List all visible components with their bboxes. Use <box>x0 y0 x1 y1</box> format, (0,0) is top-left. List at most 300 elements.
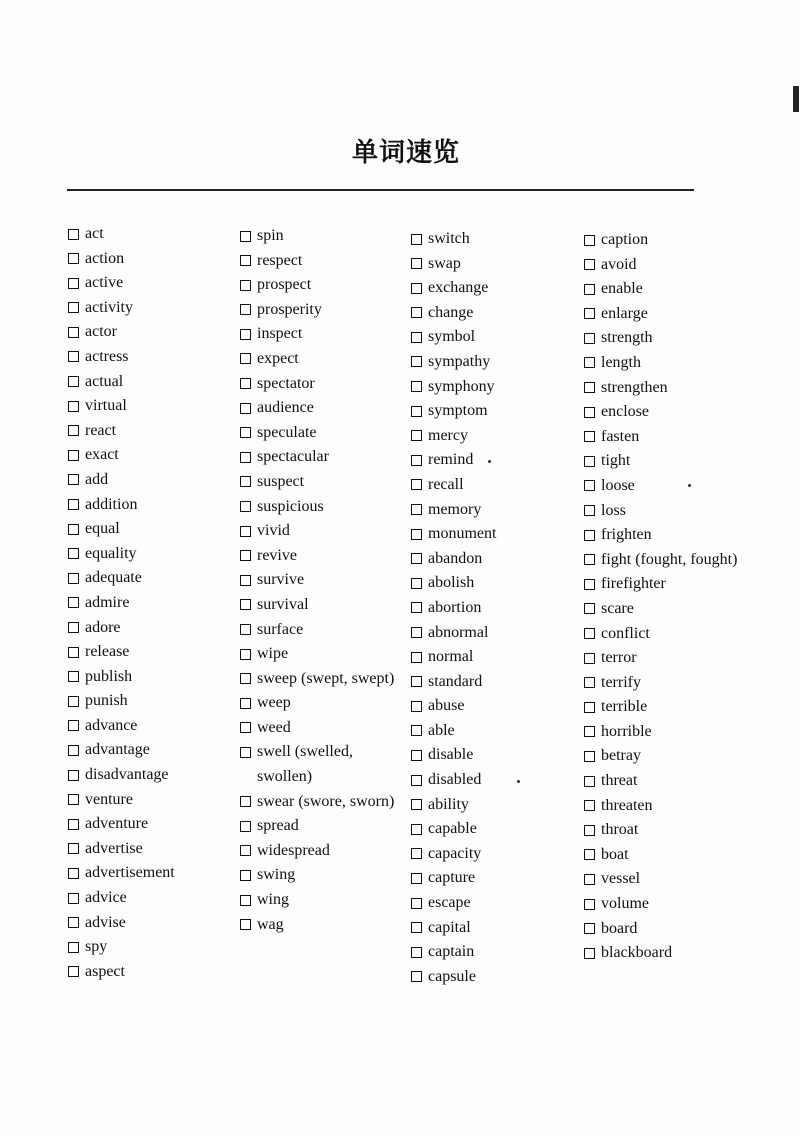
checkbox-icon[interactable] <box>411 332 422 343</box>
checkbox-icon[interactable] <box>240 329 251 340</box>
word-item[interactable] <box>68 837 248 862</box>
word-item[interactable] <box>68 591 248 616</box>
word-text: swing <box>257 866 296 884</box>
word-text: scare <box>601 599 634 617</box>
checkbox-icon[interactable] <box>411 824 422 835</box>
checkbox-icon[interactable] <box>68 302 79 313</box>
checkbox-icon[interactable] <box>584 653 595 664</box>
word-item[interactable] <box>240 863 420 888</box>
checkbox-icon[interactable] <box>240 501 251 512</box>
word-item[interactable] <box>584 794 764 819</box>
word-item[interactable] <box>411 793 591 818</box>
checkbox-icon[interactable] <box>584 480 595 491</box>
word-item[interactable] <box>68 468 248 493</box>
word-text: swell (swelled, swollen) <box>257 743 353 786</box>
word-text: actor <box>85 323 117 341</box>
word-item[interactable] <box>411 375 591 400</box>
word-item[interactable] <box>240 790 420 815</box>
checkbox-icon[interactable] <box>68 843 79 854</box>
word-item[interactable] <box>584 326 764 351</box>
word-item[interactable] <box>584 867 764 892</box>
word-text: swear (swore, sworn) <box>257 792 395 810</box>
checkbox-icon[interactable] <box>68 966 79 977</box>
word-item[interactable] <box>240 568 420 593</box>
word-text: abandon <box>428 549 483 567</box>
word-item[interactable] <box>68 788 248 813</box>
checkbox-icon[interactable] <box>68 351 79 362</box>
word-item[interactable] <box>584 548 764 573</box>
word-item[interactable] <box>68 222 248 247</box>
checkbox-icon[interactable] <box>584 849 595 860</box>
checkbox-icon[interactable] <box>584 554 595 565</box>
checkbox-icon[interactable] <box>584 357 595 368</box>
checkbox-icon[interactable] <box>584 776 595 787</box>
word-text: widespread <box>257 841 330 859</box>
word-text: survival <box>257 595 309 613</box>
word-text: threat <box>601 772 638 790</box>
word-text: activity <box>85 298 133 316</box>
checkbox-icon[interactable] <box>411 307 422 318</box>
word-item[interactable] <box>68 960 248 985</box>
page-title: 单词速览 <box>351 138 460 168</box>
checkbox-icon[interactable] <box>584 333 595 344</box>
checkbox-icon[interactable] <box>411 529 422 540</box>
checkbox-icon[interactable] <box>411 283 422 294</box>
word-item[interactable] <box>68 566 248 591</box>
word-item[interactable] <box>411 817 591 842</box>
checkbox-icon[interactable] <box>68 425 79 436</box>
word-item[interactable] <box>584 843 764 868</box>
word-item[interactable] <box>68 763 248 788</box>
checkbox-icon[interactable] <box>240 280 251 291</box>
word-item[interactable] <box>240 642 420 667</box>
checkbox-icon[interactable] <box>411 578 422 589</box>
checkbox-icon[interactable] <box>240 821 251 832</box>
word-item[interactable] <box>584 917 764 942</box>
checkbox-icon[interactable] <box>411 652 422 663</box>
word-item[interactable] <box>411 547 591 572</box>
checkbox-icon[interactable] <box>68 770 79 781</box>
word-item[interactable] <box>240 322 420 347</box>
checkbox-icon[interactable] <box>68 327 79 338</box>
word-item[interactable] <box>584 720 764 745</box>
word-item[interactable] <box>68 320 248 345</box>
word-text: react <box>85 421 117 439</box>
word-text: advantage <box>85 741 150 759</box>
checkbox-icon[interactable] <box>240 845 251 856</box>
word-text: conflict <box>601 624 650 642</box>
checkbox-icon[interactable] <box>240 353 251 364</box>
word-item[interactable] <box>411 645 591 670</box>
checkbox-icon[interactable] <box>584 530 595 541</box>
checkbox-icon[interactable] <box>584 874 595 885</box>
checkbox-icon[interactable] <box>411 627 422 638</box>
word-item[interactable] <box>68 640 248 665</box>
checkbox-icon[interactable] <box>411 799 422 810</box>
word-item[interactable] <box>584 572 764 597</box>
checkbox-icon[interactable] <box>240 698 251 709</box>
checkbox-icon[interactable] <box>68 253 79 264</box>
word-text: sympathy <box>428 352 491 370</box>
checkbox-icon[interactable] <box>584 308 595 319</box>
checkbox-icon[interactable] <box>411 947 422 958</box>
word-item[interactable] <box>240 544 420 569</box>
word-item[interactable] <box>411 842 591 867</box>
checkbox-icon[interactable] <box>68 597 79 608</box>
word-item[interactable] <box>584 376 764 401</box>
word-item[interactable] <box>68 394 248 419</box>
checkbox-icon[interactable] <box>584 603 595 614</box>
word-item[interactable] <box>584 474 764 499</box>
word-item[interactable] <box>68 542 248 567</box>
checkbox-icon[interactable] <box>411 725 422 736</box>
checkbox-icon[interactable] <box>411 479 422 490</box>
word-item[interactable] <box>240 495 420 520</box>
word-text: advertisement <box>85 864 175 882</box>
word-item[interactable] <box>68 296 248 321</box>
word-text: captain <box>428 943 475 961</box>
checkbox-icon[interactable] <box>240 919 251 930</box>
word-text: firefighter <box>601 575 666 593</box>
word-item[interactable] <box>584 277 764 302</box>
word-item[interactable] <box>240 839 420 864</box>
checkbox-icon[interactable] <box>411 898 422 909</box>
checkbox-icon[interactable] <box>584 235 595 246</box>
word-item[interactable] <box>584 425 764 450</box>
checkbox-icon[interactable] <box>240 403 251 414</box>
word-text: remind <box>428 451 474 469</box>
word-text: advertise <box>85 839 143 857</box>
checkbox-icon[interactable] <box>68 893 79 904</box>
word-item[interactable] <box>411 252 591 277</box>
word-item[interactable] <box>584 695 764 720</box>
checkbox-icon[interactable] <box>68 499 79 510</box>
checkbox-icon[interactable] <box>240 550 251 561</box>
word-text: normal <box>428 648 474 666</box>
word-text: active <box>85 274 124 292</box>
checkbox-icon[interactable] <box>68 450 79 461</box>
word-text: change <box>428 303 474 321</box>
word-item[interactable] <box>584 646 764 671</box>
word-text: punish <box>85 692 128 710</box>
word-item[interactable] <box>411 743 591 768</box>
checkbox-icon[interactable] <box>411 381 422 392</box>
word-item[interactable] <box>584 400 764 425</box>
word-item[interactable] <box>240 618 420 643</box>
checkbox-icon[interactable] <box>411 234 422 245</box>
word-item[interactable] <box>411 276 591 301</box>
checkbox-icon[interactable] <box>411 775 422 786</box>
word-text: abnormal <box>428 623 489 641</box>
word-text: board <box>601 919 638 937</box>
word-item[interactable] <box>584 892 764 917</box>
word-item[interactable] <box>240 814 420 839</box>
word-item[interactable] <box>584 597 764 622</box>
word-item[interactable] <box>411 621 591 646</box>
word-item[interactable] <box>584 622 764 647</box>
checkbox-icon[interactable] <box>68 696 79 707</box>
word-item[interactable] <box>68 886 248 911</box>
word-item[interactable] <box>240 445 420 470</box>
word-item[interactable] <box>584 302 764 327</box>
word-item[interactable] <box>68 271 248 296</box>
word-item[interactable] <box>240 667 420 692</box>
checkbox-icon[interactable] <box>68 794 79 805</box>
checkbox-icon[interactable] <box>411 553 422 564</box>
checkbox-icon[interactable] <box>240 895 251 906</box>
word-item[interactable] <box>411 940 591 965</box>
word-item[interactable] <box>240 888 420 913</box>
word-item[interactable] <box>240 298 420 323</box>
word-text: admire <box>85 593 130 611</box>
word-item[interactable] <box>68 738 248 763</box>
checkbox-icon[interactable] <box>68 942 79 953</box>
word-text: advice <box>85 889 127 907</box>
checkbox-icon[interactable] <box>240 599 251 610</box>
checkbox-icon[interactable] <box>584 505 595 516</box>
word-item[interactable] <box>584 449 764 474</box>
checkbox-icon[interactable] <box>68 376 79 387</box>
word-text: advise <box>85 913 126 931</box>
word-item[interactable] <box>584 769 764 794</box>
checkbox-icon[interactable] <box>584 431 595 442</box>
word-text: loose <box>601 476 635 494</box>
word-item[interactable] <box>68 247 248 272</box>
checkbox-icon[interactable] <box>68 278 79 289</box>
checkbox-icon[interactable] <box>411 922 422 933</box>
checkbox-icon[interactable] <box>411 701 422 712</box>
word-text: weed <box>257 718 291 736</box>
word-item[interactable] <box>240 224 420 249</box>
word-item[interactable] <box>68 345 248 370</box>
checkbox-icon[interactable] <box>240 575 251 586</box>
checkbox-icon[interactable] <box>584 677 595 688</box>
word-item[interactable] <box>411 473 591 498</box>
word-text: inspect <box>257 325 303 343</box>
checkbox-icon[interactable] <box>584 579 595 590</box>
word-item[interactable] <box>240 691 420 716</box>
checkbox-icon[interactable] <box>240 231 251 242</box>
word-text: mercy <box>428 426 468 444</box>
word-item[interactable] <box>411 448 591 473</box>
word-text: add <box>85 470 109 488</box>
word-item[interactable] <box>411 916 591 941</box>
word-item[interactable] <box>240 249 420 274</box>
word-item[interactable] <box>68 370 248 395</box>
word-item[interactable] <box>584 523 764 548</box>
word-item[interactable] <box>240 913 420 938</box>
page-edge-mark <box>793 86 799 112</box>
word-item[interactable] <box>411 596 591 621</box>
checkbox-icon[interactable] <box>240 427 251 438</box>
checkbox-icon[interactable] <box>240 304 251 315</box>
word-item[interactable] <box>411 866 591 891</box>
word-item[interactable] <box>240 396 420 421</box>
checkbox-icon[interactable] <box>240 624 251 635</box>
word-item[interactable] <box>411 301 591 326</box>
checkbox-icon[interactable] <box>240 378 251 389</box>
word-item[interactable] <box>68 517 248 542</box>
checkbox-icon[interactable] <box>240 452 251 463</box>
word-text: venture <box>85 790 133 808</box>
checkbox-icon[interactable] <box>584 259 595 270</box>
word-text: abortion <box>428 598 482 616</box>
word-item[interactable] <box>411 325 591 350</box>
word-text: threaten <box>601 796 653 814</box>
word-text: spectator <box>257 374 315 392</box>
checkbox-icon[interactable] <box>68 647 79 658</box>
checkbox-icon[interactable] <box>68 401 79 412</box>
word-item[interactable] <box>411 571 591 596</box>
checkbox-icon[interactable] <box>411 356 422 367</box>
word-item[interactable] <box>411 424 591 449</box>
word-item[interactable] <box>240 273 420 298</box>
checkbox-icon[interactable] <box>411 504 422 515</box>
word-item[interactable] <box>411 227 591 252</box>
checkbox-icon[interactable] <box>584 456 595 467</box>
word-column-1 <box>68 222 248 984</box>
word-item[interactable] <box>411 694 591 719</box>
checkbox-icon[interactable] <box>584 382 595 393</box>
checkbox-icon[interactable] <box>411 258 422 269</box>
checkbox-icon[interactable] <box>240 255 251 266</box>
checkbox-icon[interactable] <box>240 870 251 881</box>
checkbox-icon[interactable] <box>411 873 422 884</box>
word-text: terrible <box>601 698 648 716</box>
checkbox-icon[interactable] <box>411 602 422 613</box>
word-text: standard <box>428 672 483 690</box>
word-item[interactable] <box>584 671 764 696</box>
word-text: disadvantage <box>85 766 169 784</box>
checkbox-icon[interactable] <box>584 899 595 910</box>
word-item[interactable] <box>240 347 420 372</box>
checkbox-icon[interactable] <box>68 474 79 485</box>
word-item[interactable] <box>240 421 420 446</box>
word-text: swap <box>428 254 461 272</box>
word-text: suspicious <box>257 497 324 515</box>
word-text: strengthen <box>601 378 668 396</box>
checkbox-icon[interactable] <box>411 676 422 687</box>
checkbox-icon[interactable] <box>584 825 595 836</box>
checkbox-icon[interactable] <box>68 720 79 731</box>
word-text: respect <box>257 251 303 269</box>
word-item[interactable] <box>411 399 591 424</box>
word-item[interactable] <box>411 522 591 547</box>
word-item[interactable] <box>584 228 764 253</box>
checkbox-icon[interactable] <box>411 971 422 982</box>
word-text: wing <box>257 891 289 909</box>
checkbox-icon[interactable] <box>240 796 251 807</box>
word-text: aspect <box>85 962 125 980</box>
word-item[interactable] <box>411 965 591 990</box>
checkbox-icon[interactable] <box>411 848 422 859</box>
checkbox-icon[interactable] <box>68 622 79 633</box>
checkbox-icon[interactable] <box>411 430 422 441</box>
word-text: terror <box>601 649 637 667</box>
word-item[interactable] <box>68 911 248 936</box>
checkbox-icon[interactable] <box>584 800 595 811</box>
checkbox-icon[interactable] <box>584 702 595 713</box>
checkbox-icon[interactable] <box>240 722 251 733</box>
word-item[interactable] <box>240 716 420 741</box>
checkbox-icon[interactable] <box>584 726 595 737</box>
word-item[interactable] <box>411 498 591 523</box>
word-text: actress <box>85 347 129 365</box>
word-text: enclose <box>601 403 649 421</box>
word-item[interactable] <box>411 670 591 695</box>
checkbox-icon[interactable] <box>68 819 79 830</box>
word-item[interactable] <box>240 470 420 495</box>
checkbox-icon[interactable] <box>411 750 422 761</box>
checkbox-icon[interactable] <box>240 476 251 487</box>
checkbox-icon[interactable] <box>68 745 79 756</box>
word-item[interactable] <box>584 941 764 966</box>
checkbox-icon[interactable] <box>584 948 595 959</box>
checkbox-icon[interactable] <box>411 455 422 466</box>
word-item[interactable] <box>240 740 420 789</box>
word-item[interactable] <box>411 719 591 744</box>
checkbox-icon[interactable] <box>584 284 595 295</box>
word-item[interactable] <box>68 935 248 960</box>
word-text: act <box>85 225 104 242</box>
checkbox-icon[interactable] <box>584 923 595 934</box>
checkbox-icon[interactable] <box>584 407 595 418</box>
word-item[interactable] <box>584 351 764 376</box>
word-item[interactable] <box>68 443 248 468</box>
word-item[interactable] <box>68 714 248 739</box>
checkbox-icon[interactable] <box>584 751 595 762</box>
checkbox-icon[interactable] <box>240 673 251 684</box>
checkbox-icon[interactable] <box>240 747 251 758</box>
checkbox-icon[interactable] <box>68 548 79 559</box>
word-column-4 <box>584 228 764 966</box>
word-text: symbol <box>428 328 476 346</box>
word-item[interactable] <box>584 253 764 278</box>
word-item[interactable] <box>411 350 591 375</box>
word-text: capable <box>428 820 477 838</box>
checkbox-icon[interactable] <box>240 526 251 537</box>
word-item[interactable] <box>68 616 248 641</box>
word-item[interactable] <box>68 419 248 444</box>
checkbox-icon[interactable] <box>68 229 79 240</box>
checkbox-icon[interactable] <box>68 573 79 584</box>
checkbox-icon[interactable] <box>68 524 79 535</box>
checkbox-icon[interactable] <box>68 868 79 879</box>
word-item[interactable] <box>584 499 764 524</box>
word-text: adequate <box>85 569 142 587</box>
checkbox-icon[interactable] <box>411 406 422 417</box>
word-item[interactable] <box>411 768 591 793</box>
word-item[interactable] <box>584 744 764 769</box>
word-item[interactable] <box>68 493 248 518</box>
word-text: vivid <box>257 522 290 540</box>
checkbox-icon[interactable] <box>68 671 79 682</box>
word-item[interactable] <box>411 891 591 916</box>
word-item[interactable] <box>240 593 420 618</box>
word-item[interactable] <box>68 689 248 714</box>
word-item[interactable] <box>68 812 248 837</box>
word-item[interactable] <box>584 818 764 843</box>
word-item[interactable] <box>240 372 420 397</box>
checkbox-icon[interactable] <box>68 917 79 928</box>
word-item[interactable] <box>240 519 420 544</box>
word-item[interactable] <box>68 665 248 690</box>
checkbox-icon[interactable] <box>584 628 595 639</box>
word-text: exact <box>85 446 119 464</box>
checkbox-icon[interactable] <box>240 649 251 660</box>
word-item[interactable] <box>68 861 248 886</box>
word-text: recall <box>428 475 464 493</box>
